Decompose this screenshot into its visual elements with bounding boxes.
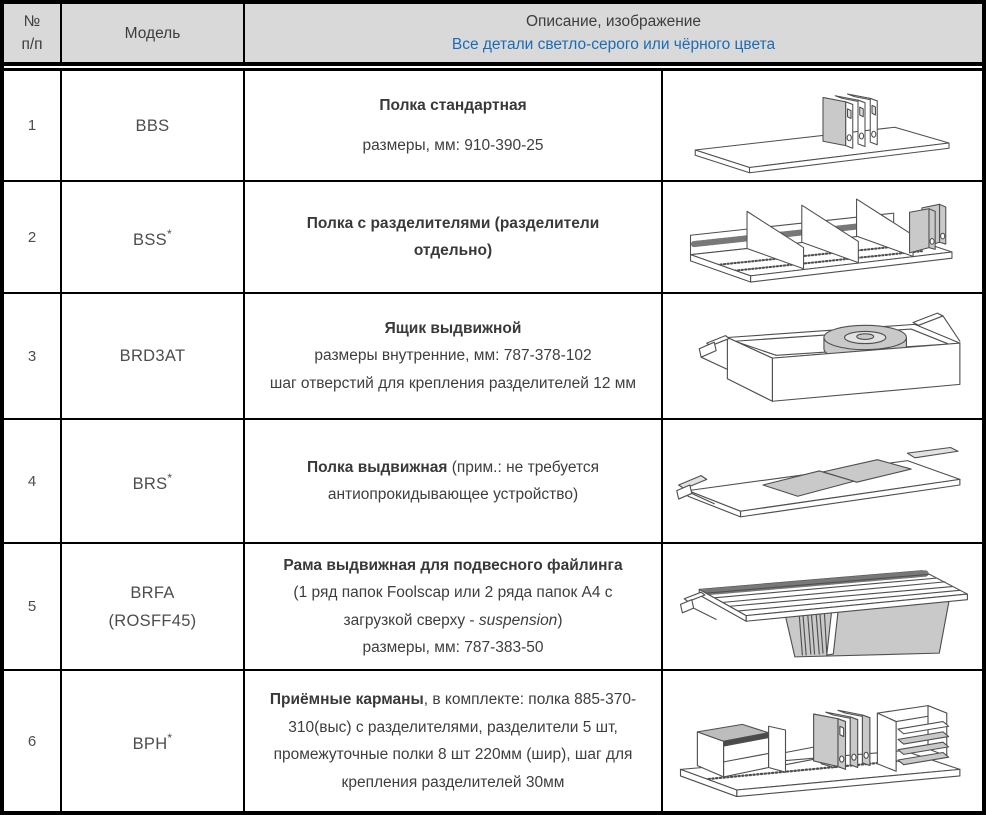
row3-model [62, 294, 245, 420]
header-model-cell [62, 4, 245, 62]
row2-illustration-cell [663, 182, 982, 294]
row6-description [245, 671, 663, 811]
row5-dimensions: размеры, мм: 787-383-50 [362, 639, 544, 656]
row2-model-code: BSS [133, 231, 167, 249]
row4-model-asterisk: * [167, 471, 173, 485]
row5-model [62, 544, 245, 671]
suspension-filing-frame-illustration [673, 550, 973, 663]
header-num-line1: № [23, 13, 41, 30]
row1-model-code: BBS [135, 116, 170, 135]
row6-contents-note: , в комплекте: полка 885-370-310(выс) с разделителями, разделители 5 шт, промежуточные полки 8 шт 220мм (шир), шаг для крепления разделителей 30мм [273, 691, 637, 791]
row5-model-note: (ROSFF45) [108, 611, 197, 630]
row1-title: Полка стандартная [379, 96, 527, 114]
row3-holes-note: шаг отверстий для крепления разделителей 12 мм [269, 374, 637, 392]
row5-illustration-cell [663, 544, 982, 671]
row3-model-code: BRD3AT [119, 347, 186, 365]
row5-note-post: ) [557, 611, 563, 629]
row4-title: Полка выдвижная [306, 458, 448, 476]
row4-description [245, 420, 663, 544]
row3-illustration-cell [663, 294, 982, 420]
header-description-line1: Описание, изображение [525, 13, 702, 30]
row6-model-code: BPH [132, 735, 168, 753]
row4-illustration-cell [663, 420, 982, 544]
header-num-cell [4, 4, 62, 62]
row4-model-code: BRS [132, 475, 168, 493]
header-description-cell [245, 4, 982, 62]
header-color-note: Все детали светло-серого или чёрного цвета [451, 36, 776, 53]
row3-dimensions: размеры внутренние, мм: 787-378-102 [314, 347, 592, 365]
standard-shelf-with-binders-illustration [673, 73, 973, 178]
row6-model [62, 671, 245, 811]
row3-description [245, 294, 663, 420]
row2-model-asterisk: * [166, 227, 172, 241]
row2-model [62, 182, 245, 294]
row5-number: 5 [4, 544, 62, 671]
row6-model-asterisk: * [167, 731, 173, 745]
row1-number: 1 [4, 71, 62, 182]
row6-number: 6 [4, 671, 62, 811]
header-divider-rule [4, 62, 982, 71]
row5-description [245, 544, 663, 671]
row1-model [62, 71, 245, 182]
row4-number: 4 [4, 420, 62, 544]
shelf-with-dividers-illustration [673, 184, 973, 290]
row4-model [62, 420, 245, 544]
row3-title: Ящик выдвижной [384, 319, 522, 337]
row2-number: 2 [4, 182, 62, 294]
row2-title: Полка с разделителями (разделители отдельно) [306, 214, 600, 259]
row2-description [245, 182, 663, 294]
sorting-pockets-illustration [673, 685, 973, 798]
row5-note-pre: (1 ряд папок Foolscap или 2 ряда папок А4 с загрузкой сверху - [293, 584, 613, 629]
pull-out-drawer-illustration [673, 300, 973, 413]
row5-note-italic: suspension [478, 611, 558, 629]
row1-dimensions: размеры, мм: 910-390-25 [362, 137, 544, 154]
row4-note: (прим.: не требуется антиопрокидывающее устройство) [327, 458, 600, 503]
row6-title: Приёмные карманы [269, 691, 424, 708]
row6-illustration-cell [663, 671, 982, 811]
header-model-label: Модель [124, 24, 181, 42]
row1-description [245, 71, 663, 182]
header-num-line2: п/п [21, 36, 43, 53]
pull-out-shelf-illustration [673, 425, 973, 538]
row5-title: Рама выдвижная для подвесного файлинга [283, 556, 623, 574]
row1-illustration-cell [663, 71, 982, 182]
row3-number: 3 [4, 294, 62, 420]
row5-model-code: BRFA [130, 583, 175, 602]
